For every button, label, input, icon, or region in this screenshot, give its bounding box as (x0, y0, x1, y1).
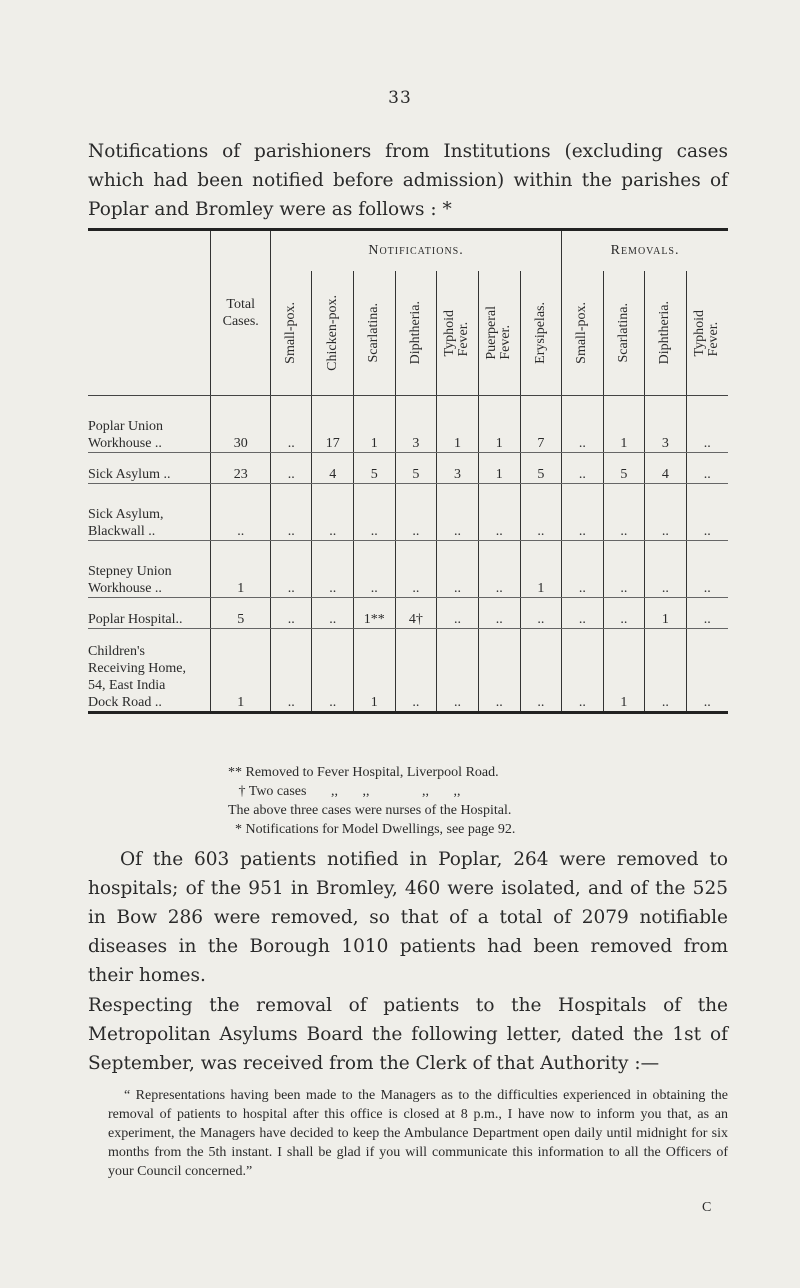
table-cell: .. (437, 598, 479, 629)
table-row (88, 396, 728, 453)
table-cell: .. (270, 598, 312, 629)
column-header-label: Puerperal Fever. (484, 306, 514, 360)
notification-column-header (520, 271, 562, 396)
table-cell: .. (520, 598, 562, 629)
table-cell: 1 (353, 629, 395, 713)
table-cell: .. (270, 453, 312, 484)
table-cell: .. (395, 629, 437, 713)
column-header-label: Scarlatina. (615, 303, 631, 363)
table-cell: .. (686, 453, 728, 484)
table-cell: 3 (395, 396, 437, 453)
table-cell: .. (270, 541, 312, 598)
table-cell: .. (562, 598, 604, 629)
table-cell: .. (312, 484, 354, 541)
table-cell: .. (686, 598, 728, 629)
table-cell: .. (437, 629, 479, 713)
table-cell: .. (270, 484, 312, 541)
table-cell: 1 (437, 396, 479, 453)
table-cell: 3 (645, 396, 687, 453)
column-header-label: Typhoid Fever. (692, 309, 722, 357)
table-cell: .. (395, 484, 437, 541)
table-cell: .. (603, 484, 645, 541)
letter-intro-paragraph: Respecting the removal of patients to the Hospitals of the Metropolitan Asylums Board the following letter, dated the 1st of September, was received from the Clerk of that Authority :— (88, 995, 728, 1074)
removal-column-header (645, 271, 687, 396)
removal-column-header (603, 271, 645, 396)
table-cell: .. (520, 484, 562, 541)
table-cell: 1 (478, 396, 520, 453)
table-row (88, 453, 728, 484)
table-cell: .. (312, 598, 354, 629)
signature-mark: C (702, 1200, 712, 1215)
table-cell: 30 (211, 396, 271, 453)
note-two-cases: † Two cases ,, ,, ,, ,, (228, 784, 461, 799)
table-cell: .. (437, 484, 479, 541)
table-cell: .. (270, 396, 312, 453)
column-header-label: Small-pox. (283, 302, 299, 364)
table-cell: 1 (211, 541, 271, 598)
table-cell: 5 (520, 453, 562, 484)
column-header-label: Scarlatina. (366, 303, 382, 363)
table-cell: 3 (437, 453, 479, 484)
intro-paragraph: Notifications of parishioners from Institutions (excluding cases which had been notified before admission) within the parishes of Poplar and Bromley were as follows : * (88, 141, 728, 220)
table-row (88, 484, 728, 541)
table-cell: .. (312, 629, 354, 713)
table-cell: .. (478, 484, 520, 541)
table-cell: 5 (603, 453, 645, 484)
note-model-dwellings: * Notifications for Model Dwellings, see page 92. (228, 822, 516, 837)
table-cell: .. (478, 598, 520, 629)
table-cell: .. (562, 453, 604, 484)
notification-column-header (478, 271, 520, 396)
table-cell: .. (478, 629, 520, 713)
table-cell: .. (353, 541, 395, 598)
table-cell: 1 (478, 453, 520, 484)
table-cell: 4 (312, 453, 354, 484)
table-row (88, 629, 728, 713)
table-cell: .. (686, 541, 728, 598)
notification-column-header (270, 271, 312, 396)
table-cell: .. (645, 629, 687, 713)
notifications-group-header: Notifications. (270, 230, 561, 272)
notifications-table (88, 228, 728, 714)
table-cell: 5 (211, 598, 271, 629)
table-cell: .. (686, 484, 728, 541)
table-cell: 23 (211, 453, 271, 484)
table-cell: 4† (395, 598, 437, 629)
row-label: Sick Asylum, Blackwall .. (88, 484, 211, 541)
removal-column-header (562, 271, 604, 396)
table-cell: 1 (603, 396, 645, 453)
column-header-label: Diphtheria. (407, 301, 423, 365)
table-cell: 5 (395, 453, 437, 484)
label-header (88, 230, 211, 396)
column-header-label: Chicken-pox. (324, 295, 340, 371)
note-removed-fever-hospital: ** Removed to Fever Hospital, Liverpool Road. (228, 765, 499, 780)
table-cell: 1 (353, 396, 395, 453)
table-cell: .. (562, 629, 604, 713)
page-number: 33 (388, 88, 412, 108)
row-label: Stepney Union Workhouse .. (88, 541, 211, 598)
notification-column-header (395, 271, 437, 396)
table-row (88, 541, 728, 598)
table-cell: .. (686, 396, 728, 453)
notification-column-header (312, 271, 354, 396)
table-cell: .. (312, 541, 354, 598)
table-cell: .. (645, 541, 687, 598)
removal-summary-paragraph: Of the 603 patients notified in Poplar, 264 were removed to hospitals; of the 951 in Bromley, 460 were isolated, and of the 525 in Bow 286 were removed, so that of a total of 2079 notifiable diseases in the Borough 1010 patients had been removed from their homes. (88, 849, 728, 986)
table-cell: 1 (520, 541, 562, 598)
table-cell: 1** (353, 598, 395, 629)
total-cases-header: Total Cases. (211, 230, 271, 396)
notification-column-header (353, 271, 395, 396)
table-cell: 17 (312, 396, 354, 453)
table-cell: .. (562, 396, 604, 453)
table-cell: 7 (520, 396, 562, 453)
table-cell: .. (520, 629, 562, 713)
table-cell: .. (603, 598, 645, 629)
column-header-label: Typhoid Fever. (442, 309, 472, 357)
table-cell: 1 (211, 629, 271, 713)
table-cell: .. (478, 541, 520, 598)
row-label: Children's Receiving Home, 54, East India Dock Road .. (88, 629, 211, 713)
table-cell: .. (395, 541, 437, 598)
table-cell: 5 (353, 453, 395, 484)
row-label: Sick Asylum .. (88, 453, 211, 484)
table-cell: 1 (603, 629, 645, 713)
table-cell: 4 (645, 453, 687, 484)
letter-quote: “ Representations having been made to the Managers as to the difficulties experienced in obtaining the removal of patients to hospital after this office is closed at 8 p.m., I have now to inform you that, as an experiment, the Managers have decided to keep the Ambulance Department open daily until midnight for six months from the 5th instant. I shall be glad if you will communicate this information to all the Officers of your Council concerned.” (108, 1088, 728, 1179)
table-cell: .. (437, 541, 479, 598)
table-cell: .. (211, 484, 271, 541)
column-header-label: Diphtheria. (657, 301, 673, 365)
column-header-label: Small-pox. (574, 302, 590, 364)
table-notes (228, 763, 748, 839)
note-nurses: The above three cases were nurses of the Hospital. (228, 803, 512, 818)
table-cell: .. (270, 629, 312, 713)
table-cell: .. (562, 484, 604, 541)
row-label: Poplar Hospital.. (88, 598, 211, 629)
notification-column-header (437, 271, 479, 396)
table-cell: .. (645, 484, 687, 541)
column-header-label: Erysipelas. (532, 302, 548, 364)
table-cell: 1 (645, 598, 687, 629)
row-label: Poplar Union Workhouse .. (88, 396, 211, 453)
removals-group-header: Removals. (562, 230, 728, 272)
table-cell: .. (686, 629, 728, 713)
removal-column-header (686, 271, 728, 396)
table-cell: .. (353, 484, 395, 541)
table-cell: .. (562, 541, 604, 598)
table-row (88, 598, 728, 629)
table-cell: .. (603, 541, 645, 598)
